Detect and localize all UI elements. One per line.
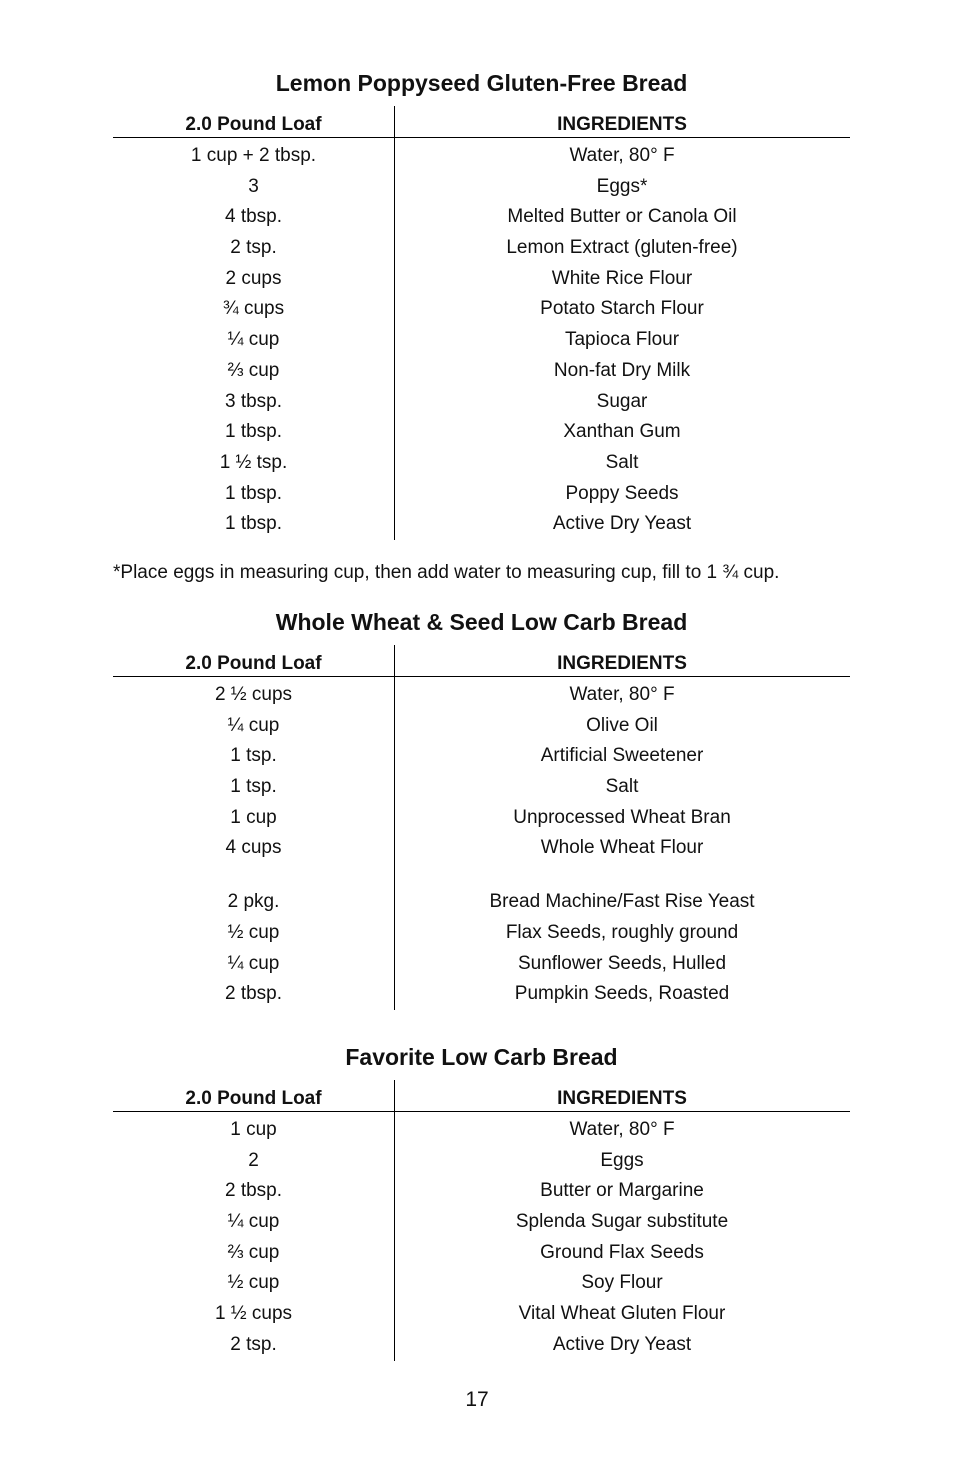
amount-cell: 2	[248, 1149, 259, 1171]
amount-cell: 2 tbsp.	[224, 1180, 283, 1202]
table-row	[113, 1146, 850, 1177]
ingredient-cell: Water, 80° F	[569, 684, 675, 705]
header-ingredients: INGREDIENTS	[557, 1088, 687, 1109]
table-header	[113, 639, 850, 677]
recipe-title: Whole Wheat & Seed Low Carb Bread	[275, 609, 688, 635]
amount-cell: 1 tbsp.	[224, 482, 283, 504]
amount-cell: 1 tsp.	[230, 776, 277, 798]
table-row	[113, 887, 850, 918]
amount-cell: ¾ cups	[222, 298, 285, 320]
amount-cell: 1 ½ tsp.	[219, 451, 288, 473]
table-row	[113, 325, 850, 356]
table-row	[113, 172, 850, 203]
recipe-lemon-poppyseed	[113, 66, 850, 540]
header-amount: 2.0 Pound Loaf	[185, 653, 322, 674]
ingredient-cell: Lemon Extract (gluten-free)	[506, 237, 738, 259]
ingredient-cell: Active Dry Yeast	[552, 513, 692, 535]
table-row	[113, 741, 850, 772]
ingredient-cell: Butter or Margarine	[540, 1180, 704, 1202]
amount-cell: ¼ cup	[227, 1211, 280, 1233]
amount-cell: 2 tbsp.	[224, 983, 283, 1005]
ingredient-cell: Bread Machine/Fast Rise Yeast	[489, 891, 755, 913]
ingredient-cell: Salt	[605, 776, 639, 798]
ingredient-cell: Active Dry Yeast	[552, 1333, 692, 1355]
ingredient-cell: Artificial Sweetener	[540, 745, 704, 767]
ingredient-cell: Xanthan Gum	[563, 421, 681, 443]
amount-cell: 2 tsp.	[230, 1333, 277, 1355]
table-row	[113, 1238, 850, 1269]
ingredient-cell: Potato Starch Flour	[540, 298, 704, 320]
ingredient-cell: White Rice Flour	[551, 267, 693, 289]
table-row	[113, 1330, 850, 1361]
ingredient-cell: Olive Oil	[586, 714, 658, 736]
table-row	[113, 918, 850, 949]
table-header	[113, 1074, 850, 1112]
amount-cell: ⅔ cup	[227, 1241, 280, 1263]
table-row	[113, 833, 850, 864]
amount-cell: ¼ cup	[227, 329, 280, 351]
ingredient-cell: Salt	[605, 451, 639, 473]
ingredient-cell: Pumpkin Seeds, Roasted	[514, 983, 730, 1005]
amount-cell: 2 pkg.	[227, 891, 280, 913]
eggs-footnote: *Place eggs in measuring cup, then add water to measuring cup, fill to 1 ¾ cup.	[113, 562, 780, 583]
amount-cell: 1 tbsp.	[224, 513, 283, 535]
table-row	[113, 233, 850, 264]
ingredient-cell: Water, 80° F	[569, 145, 675, 166]
amount-cell: 3	[248, 175, 259, 197]
recipe-whole-wheat-seed	[113, 605, 850, 1010]
ingredient-cell: Unprocessed Wheat Bran	[513, 806, 731, 828]
amount-cell: 2 ½ cups	[214, 684, 293, 705]
table-row	[113, 979, 850, 1010]
ingredient-cell: Splenda Sugar substitute	[515, 1211, 729, 1233]
table-row	[113, 1176, 850, 1207]
table-row	[113, 294, 850, 325]
ingredient-cell: Sunflower Seeds, Hulled	[517, 952, 727, 974]
amount-cell: 1 cup	[230, 806, 277, 828]
header-ingredients: INGREDIENTS	[557, 114, 687, 135]
header-ingredients: INGREDIENTS	[557, 653, 687, 674]
amount-cell: 4 tbsp.	[224, 206, 283, 228]
table-row	[113, 711, 850, 742]
recipe-favorite-low-carb	[113, 1040, 850, 1361]
table-row	[113, 509, 850, 540]
header-amount: 2.0 Pound Loaf	[185, 1088, 322, 1109]
amount-cell: 1 cup + 2 tbsp.	[190, 145, 317, 166]
amount-cell: 1 tbsp.	[224, 421, 283, 443]
amount-cell: ½ cup	[227, 921, 280, 943]
table-row	[113, 448, 850, 479]
table-row	[113, 803, 850, 834]
table-row	[113, 479, 850, 510]
table-row	[113, 1207, 850, 1238]
amount-cell: 3 tbsp.	[224, 390, 283, 412]
ingredient-cell: Whole Wheat Flour	[540, 837, 704, 859]
table-row	[113, 1299, 850, 1330]
ingredient-cell: Tapioca Flour	[564, 329, 680, 351]
ingredient-cell: Flax Seeds, roughly ground	[505, 921, 739, 943]
table-row	[113, 387, 850, 418]
ingredient-cell: Eggs*	[596, 175, 648, 197]
table-row	[113, 264, 850, 295]
amount-cell: ¼ cup	[227, 952, 280, 974]
ingredient-cell: Eggs	[600, 1149, 644, 1171]
page-number: 17	[465, 1388, 489, 1411]
table-header	[113, 100, 850, 138]
ingredients-table	[113, 1074, 850, 1361]
amount-cell: ⅔ cup	[227, 359, 280, 381]
recipe-title: Favorite Low Carb Bread	[345, 1044, 618, 1070]
ingredient-cell: Non-fat Dry Milk	[553, 359, 691, 381]
table-row	[113, 1115, 850, 1146]
ingredients-table	[113, 639, 850, 1010]
ingredient-cell: Poppy Seeds	[565, 482, 679, 504]
header-amount: 2.0 Pound Loaf	[185, 114, 322, 135]
amount-cell: 1 cup	[230, 1119, 277, 1140]
table-row	[113, 141, 850, 172]
recipe-title: Lemon Poppyseed Gluten-Free Bread	[275, 70, 688, 96]
ingredient-cell: Ground Flax Seeds	[540, 1241, 704, 1263]
amount-cell: 2 cups	[225, 267, 282, 289]
table-row	[113, 772, 850, 803]
table-row	[113, 1268, 850, 1299]
table-row	[113, 202, 850, 233]
ingredient-cell: Melted Butter or Canola Oil	[507, 206, 737, 228]
amount-cell: ½ cup	[227, 1272, 280, 1294]
table-row	[113, 417, 850, 448]
ingredient-cell: Vital Wheat Gluten Flour	[518, 1303, 726, 1325]
ingredient-cell: Sugar	[596, 390, 648, 412]
table-row	[113, 356, 850, 387]
table-row	[113, 949, 850, 980]
ingredient-cell: Water, 80° F	[569, 1119, 675, 1140]
ingredient-cell: Soy Flour	[581, 1272, 663, 1294]
amount-cell: 4 cups	[225, 837, 282, 859]
amount-cell: 1 ½ cups	[214, 1303, 293, 1325]
ingredients-table	[113, 100, 850, 540]
table-row	[113, 680, 850, 711]
amount-cell: ¼ cup	[227, 714, 280, 736]
amount-cell: 2 tsp.	[230, 237, 277, 259]
amount-cell: 1 tsp.	[230, 745, 277, 767]
